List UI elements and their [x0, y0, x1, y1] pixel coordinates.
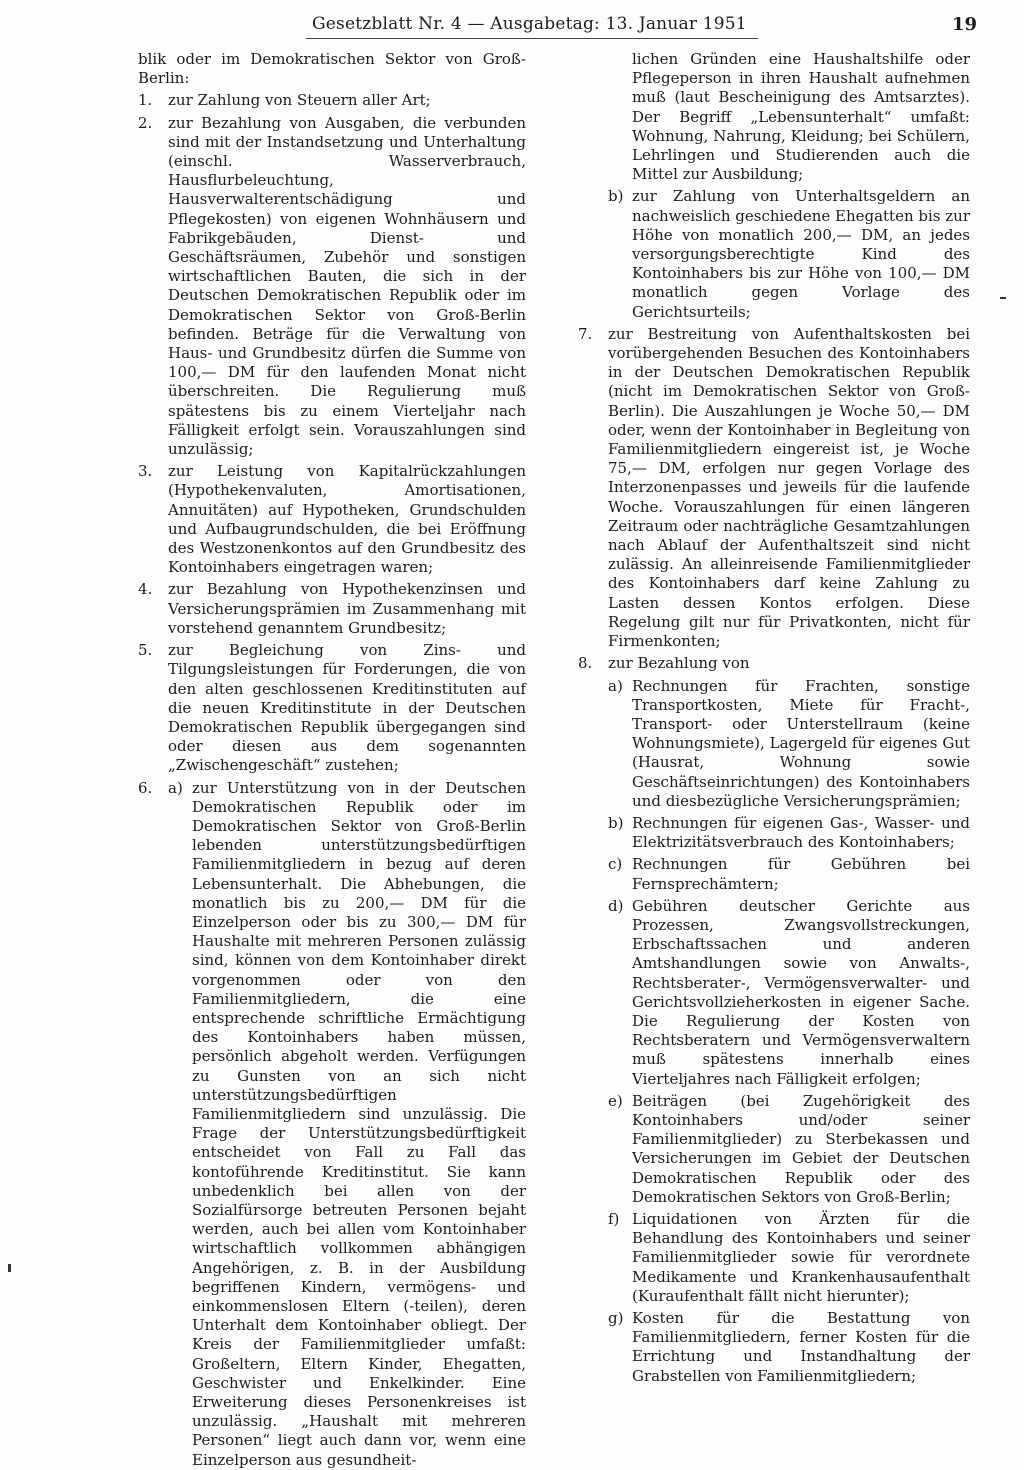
item-text: zur Leistung von Kapitalrückzahlungen (Hypothekenvaluten, Amortisationen, Annuitäten) auf Hypotheken, Grundschulden und Aufbaugrundschulden, die bei Eröffnung des Westzonenkontos auf den Grundbesitz des Kontoinhabers eingetragen waren;	[168, 462, 526, 577]
item-number: 1.	[138, 91, 153, 110]
item-number: 2.	[138, 113, 153, 132]
list-subitem-8d	[608, 897, 970, 1089]
item-text: Liquidationen von Ärzten für die Behandlung des Kontoinhabers und seiner Familienmitglieder sowie für verordnete Medikamente und Krankenhausaufenthalt (Kuraufenthalt fällt nicht hierunter);	[632, 1209, 970, 1305]
item-sublabel: d)	[608, 896, 624, 915]
item-sublabel: c)	[608, 855, 623, 874]
item-text: Rechnungen für Frachten, sonstige Transportkosten, Miete für Fracht-, Transport- oder Unterstellraum (keine Wohnungsmiete), Lagergeld für eigenes Gut (Hausrat, Wohnung sowie Geschäftseinrichtungen) des Kontoinhabers und diesbezügliche Versicherungsprämien;	[632, 676, 970, 810]
item-text: zur Zahlung von Unterhaltsgeldern an nachweislich geschiedene Ehegatten bis zur Höhe von monatlich 200,— DM, an jedes versorgungsberechtigte Kind des Kontoinhabers bis zur Höhe von 100,— DM monatlich gegen Vorlage des Gerichtsurteils;	[632, 187, 970, 321]
item-number: 5.	[138, 641, 153, 660]
item-text: zur Bestreitung von Aufenthaltskosten bei vorübergehenden Besuchen des Kontoinhabers in der Deutschen Demokratischen Republik (nicht im Demokratischen Sektor von Groß-Berlin). Die Auszahlungen je Woche 50,— DM oder, wenn der Kontoinhaber in Begleitung von Familienmitgliedern eingereist ist, je Woche 75,— DM, erfolgen nur gegen Vorlage des Interzonenpasses und jeweils für die laufende Woche. Vorauszahlungen für einen längeren Zeitraum oder nachträgliche Gesamtzahlungen nach Ablauf der Aufenthaltszeit sind nicht zulässig. An alleinreisende Familienmitglieder des Kontoinhabers darf keine Zahlung zu Lasten dessen Kontos erfolgen. Diese Regelung gilt nur für Privatkonten, nicht für Firmenkonten;	[608, 324, 970, 651]
item-sublabel: b)	[608, 187, 624, 206]
item-sublabel: e)	[608, 1091, 623, 1110]
list-item-3	[138, 462, 526, 577]
list-subitem-8a	[608, 677, 970, 811]
margin-mark	[1000, 297, 1006, 299]
list-item-5	[138, 641, 526, 775]
item-number: 4.	[138, 580, 153, 599]
item-number: 7.	[578, 324, 593, 343]
item-text: zur Bezahlung von Hypothekenzinsen und Versicherungsprämien im Zusammenhang mit vorstehend genanntem Grundbesitz;	[168, 580, 526, 637]
intro-paragraph: blik oder im Demokratischen Sektor von Groß-Berlin:	[138, 50, 526, 88]
item-number: 3.	[138, 462, 153, 481]
page-header-title: Gesetzblatt Nr. 4 — Ausgabetag: 13. Januar 1951	[312, 14, 747, 34]
item-sublabel: f)	[608, 1209, 620, 1228]
item-sublabel: a)	[608, 676, 623, 695]
list-subitem-8e	[608, 1092, 970, 1207]
item-number: 6.	[138, 778, 153, 797]
list-item-6	[138, 779, 526, 1470]
list-subitem-8f	[608, 1210, 970, 1306]
list-subitem-8c	[608, 855, 970, 893]
item-sublabel: b)	[608, 813, 624, 832]
item-number: 8.	[578, 654, 593, 673]
item-text: zur Bezahlung von Ausgaben, die verbunden sind mit der Instandsetzung und Unterhaltung (einschl. Wasserverbrauch, Hausflurbeleuchtung, Hausverwalterentschädigung und Pflegekosten) von eigenen Wohnhäusern und Fabrikgebäuden, Dienst- und Geschäftsräumen, Zubehör und sonstigen wirtschaftlichen Bauten, die sich in der Deutschen Demokratischen Republik oder im Demokratischen Sektor von Groß-Berlin befinden. Beträge für die Verwaltung von Haus- und Grundbesitz dürfen die Summe von 100,— DM für den laufenden Monat nicht überschreiten. Die Regulierung muß spätestens bis zu einem Vierteljahr nach Fälligkeit erfolgt sein. Vorauszahlungen sind unzulässig;	[168, 113, 526, 459]
item-6a-continuation: lichen Gründen eine Haushaltshilfe oder Pflegeperson in ihren Haushalt aufnehmen muß (laut Bescheinigung des Amtsarztes). Der Begriff „Lebensunterhalt“ umfaßt: Wohnung, Nahrung, Kleidung; bei Schülern, Lehrlingen und Studierenden auch die Mittel zur Ausbildung;	[632, 50, 970, 184]
item-text: Beiträgen (bei Zugehörigkeit des Kontoinhabers und/oder seiner Familienmitglieder) zu Sterbekassen und Versicherungen im Gebiet der Deutschen Demokratischen Republik oder des Demokratischen Sektors von Groß-Berlin;	[632, 1091, 970, 1206]
header-rule	[306, 38, 758, 39]
list-item-4	[138, 580, 526, 638]
list-item-7	[578, 325, 970, 651]
margin-mark	[8, 1264, 11, 1272]
list-subitem-8g	[608, 1309, 970, 1386]
right-column	[578, 50, 970, 1386]
item-text: zur Bezahlung von	[608, 654, 750, 673]
item-text: Rechnungen für eigenen Gas-, Wasser- und Elektrizitätsverbrauch des Kontoinhabers;	[632, 813, 970, 852]
left-column	[138, 50, 526, 1470]
item-text: Kosten für die Bestattung von Familienmitgliedern, ferner Kosten für die Errichtung und Instandhaltung der Grabstellen von Familienmitgliedern;	[632, 1309, 970, 1385]
page-number: 19	[952, 14, 978, 35]
item-text: Gebühren deutscher Gerichte aus Prozessen, Zwangsvollstreckungen, Erbschaftssachen und anderen Amtshandlungen sowie von Anwalts-, Rechtsberater-, Vermögensverwalter- und Gerichtsvollzieherkosten in eigener Sache. Die Regulierung der Kosten von Rechtsberatern und Vermögensverwaltern muß spätestens innerhalb eines Vierteljahres nach Fälligkeit erfolgen;	[632, 896, 970, 1088]
list-item-2	[138, 114, 526, 460]
list-subitem-6b	[608, 187, 970, 321]
item-sublabel: a)	[168, 778, 183, 797]
list-item-1	[138, 91, 526, 110]
list-item-8	[578, 654, 970, 673]
item-text: zur Unterstützung von in der Deutschen Demokratischen Republik oder im Demokratischen Sektor von Groß-Berlin lebenden unterstützungsbedürftigen Familienmitgliedern in bezug auf deren Lebensunterhalt. Die Abhebungen, die monatlich bis zu 200,— DM für die Einzelperson oder bis zu 300,— DM für Haushalte mit mehreren Personen zulässig sind, können von dem Kontoinhaber direkt vorgenommen oder von den Familienmitgliedern, die eine entsprechende schriftliche Ermächtigung des Kontoinhabers haben müssen, persönlich abgeholt werden. Verfügungen zu Gunsten von an sich nicht unterstützungsbedürftigen Familienmitgliedern sind unzulässig. Die Frage der Unterstützungsbedürftigkeit entscheidet von Fall zu Fall das kontoführende Kreditinstitut. Sie kann unbedenklich bei allen von der Sozialfürsorge betreuten Personen bejaht werden, auch bei allen vom Kontoinhaber wirtschaftlich vollkommen abhängigen Angehörigen, z. B. in der Ausbildung begriffenen Kindern, vermögens- und einkommenslosen Eltern (-teilen), deren Unterhalt dem Kontoinhaber obliegt. Der Kreis der Familienmitglieder umfaßt: Großeltern, Eltern Kinder, Ehegatten, Geschwister und Enkelkinder. Eine Erweiterung dieses Personenkreises ist unzulässig. „Haushalt mit mehreren Personen“ liegt auch dann vor, wenn eine Einzelperson aus gesundheit-	[192, 778, 526, 1469]
item-text: zur Begleichung von Zins- und Tilgungsleistungen für Forderungen, die von den alten geschlossenen Kreditinstituten auf die neuen Kreditinstitute in der Deutschen Demokratischen Republik übergegangen sind oder diesen aus dem sogenannten „Zwischengeschäft“ zustehen;	[168, 641, 526, 775]
list-subitem-8b	[608, 814, 970, 852]
item-text: Rechnungen für Gebühren bei Fernsprechämtern;	[632, 855, 970, 893]
item-text: zur Zahlung von Steuern aller Art;	[168, 91, 431, 110]
item-sublabel: g)	[608, 1309, 624, 1327]
